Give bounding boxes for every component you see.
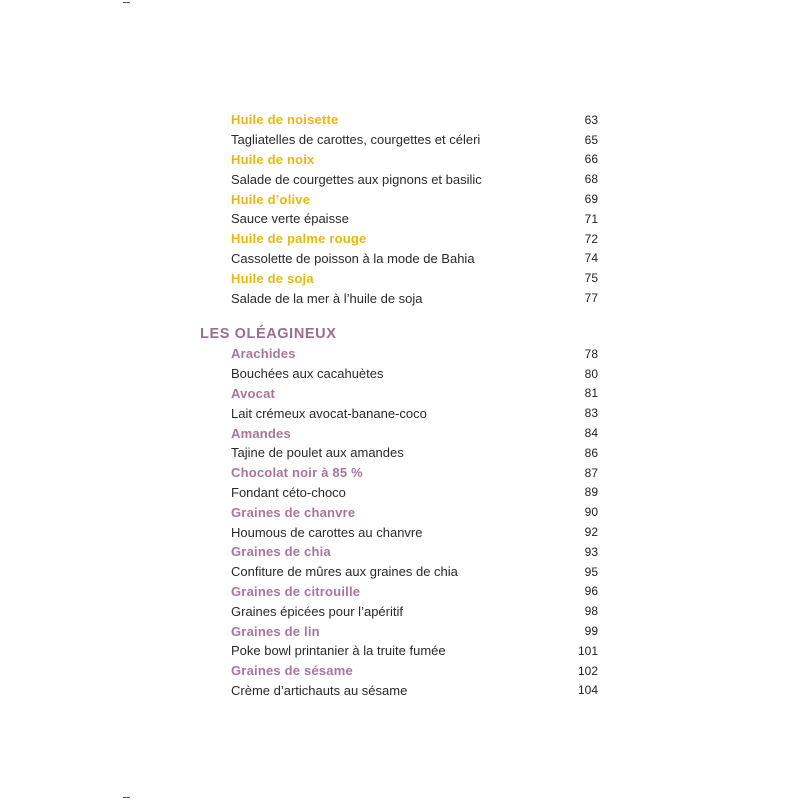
page-number: 71 (584, 211, 598, 226)
page-number: 75 (584, 271, 598, 286)
page-number: 104 (577, 683, 598, 698)
page-number: 84 (584, 426, 598, 441)
entry-label: Salade de la mer à l’huile de soja (231, 290, 423, 306)
page-number: 65 (584, 132, 598, 147)
page-number: 92 (584, 525, 598, 540)
toc-ingredient-entry[interactable] (200, 384, 598, 404)
entry-label: Arachides (231, 346, 296, 362)
toc-recipe-entry[interactable] (200, 483, 598, 503)
toc-ingredient-entry[interactable] (200, 582, 598, 602)
entry-label: Confiture de mûres aux graines de chia (231, 564, 458, 580)
page-number: 81 (584, 386, 598, 401)
entry-label: Huile de noisette (231, 112, 339, 128)
page-number: 101 (577, 643, 598, 658)
toc-ingredient-entry[interactable] (200, 110, 598, 130)
page-number: 98 (584, 604, 598, 619)
entry-label: Graines de citrouille (231, 583, 361, 599)
entry-label: Crème d’artichauts au sésame (231, 682, 408, 698)
entry-label: Graines de chanvre (231, 504, 356, 520)
page-number: 63 (584, 112, 598, 127)
toc-recipe-entry[interactable] (200, 403, 598, 423)
section-title: LES OLÉAGINEUX (200, 325, 337, 342)
entry-label: Graines épicées pour l’apéritif (231, 603, 403, 619)
toc-ingredient-entry[interactable] (200, 150, 598, 170)
page-number: 77 (584, 291, 598, 306)
entry-label: Chocolat noir à 85 % (231, 465, 363, 481)
toc-ingredient-entry[interactable] (200, 661, 598, 681)
toc-recipe-entry[interactable] (200, 681, 598, 701)
entry-label: Graines de sésame (231, 663, 353, 679)
toc-recipe-entry[interactable] (200, 601, 598, 621)
entry-label: Salade de courgettes aux pignons et basilic (231, 171, 482, 187)
entry-label: Bouchées aux cacahuètes (231, 366, 384, 382)
entry-label: Cassolette de poisson à la mode de Bahia (231, 250, 475, 266)
page-number: 96 (584, 584, 598, 599)
crop-mark-bottom (123, 797, 130, 798)
page-number: 87 (584, 465, 598, 480)
crop-mark-top (123, 2, 130, 3)
page-number: 83 (584, 406, 598, 421)
entry-label: Tagliatelles de carottes, courgettes et céleri (231, 132, 481, 148)
page-number: 89 (584, 485, 598, 500)
page-number: 86 (584, 445, 598, 460)
entry-label: Houmous de carottes au chanvre (231, 524, 423, 540)
entry-label: Huile d’olive (231, 191, 311, 207)
toc-ingredient-entry[interactable] (200, 542, 598, 562)
toc-section (200, 324, 598, 700)
toc-recipe-entry[interactable] (200, 288, 598, 308)
page-number: 69 (584, 192, 598, 207)
toc-ingredient-entry[interactable] (200, 344, 598, 364)
page-number: 74 (584, 251, 598, 266)
toc-recipe-entry[interactable] (200, 522, 598, 542)
toc-ingredient-entry[interactable] (200, 423, 598, 443)
toc-recipe-entry[interactable] (200, 130, 598, 150)
toc-ingredient-entry[interactable] (200, 268, 598, 288)
toc-ingredient-entry[interactable] (200, 621, 598, 641)
page-number: 93 (584, 544, 598, 559)
page-number: 68 (584, 172, 598, 187)
entry-label: Avocat (231, 385, 276, 401)
toc-ingredient-entry[interactable] (200, 189, 598, 209)
entry-label: Graines de lin (231, 623, 320, 639)
entry-label: Fondant céto-choco (231, 484, 346, 500)
entry-label: Amandes (231, 425, 291, 441)
entry-label: Huile de palme rouge (231, 231, 367, 247)
page-number: 99 (584, 624, 598, 639)
entry-label: Graines de chia (231, 544, 331, 560)
toc-recipe-entry[interactable] (200, 443, 598, 463)
entry-label: Poke bowl printanier à la truite fumée (231, 643, 446, 659)
page-number: 102 (577, 663, 598, 678)
toc-recipe-entry[interactable] (200, 169, 598, 189)
toc-recipe-entry[interactable] (200, 249, 598, 269)
toc-recipe-entry[interactable] (200, 641, 598, 661)
page-number: 78 (584, 346, 598, 361)
entry-label: Sauce verte épaisse (231, 211, 349, 227)
toc-recipe-entry[interactable] (200, 562, 598, 582)
entry-label: Tajine de poulet aux amandes (231, 445, 404, 461)
toc-recipe-entry[interactable] (200, 209, 598, 229)
toc-ingredient-entry[interactable] (200, 229, 598, 249)
page-number: 95 (584, 564, 598, 579)
toc-recipe-entry[interactable] (200, 364, 598, 384)
page-number: 72 (584, 231, 598, 246)
entry-label: Lait crémeux avocat-banane-coco (231, 405, 427, 421)
page-number: 90 (584, 505, 598, 520)
page-number: 66 (584, 152, 598, 167)
entry-label: Huile de noix (231, 151, 315, 167)
toc-section (200, 110, 598, 308)
page-number: 80 (584, 366, 598, 381)
toc-ingredient-entry[interactable] (200, 463, 598, 483)
table-of-contents (200, 110, 598, 716)
entry-label: Huile de soja (231, 270, 314, 286)
toc-ingredient-entry[interactable] (200, 502, 598, 522)
